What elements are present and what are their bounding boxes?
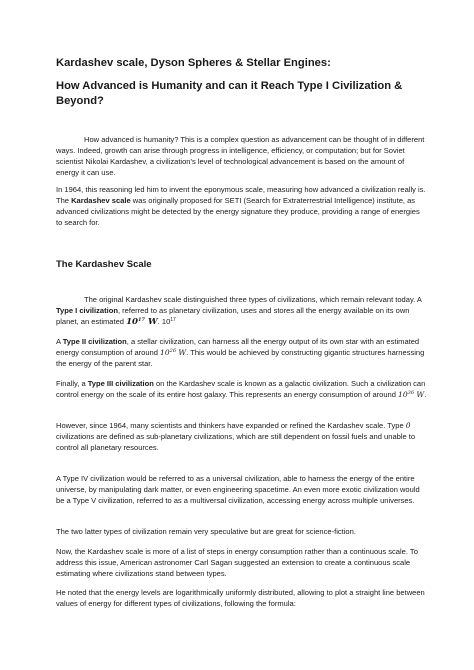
type-1-energy: $10^{17}$ W xyxy=(126,317,158,328)
section-heading: The Kardashev Scale xyxy=(56,259,152,270)
document-title: Kardashev scale, Dyson Spheres & Stellar Engines: xyxy=(56,57,331,69)
paragraph-speculative: The two latter types of civilization remain very speculative but are great for science-fiction. xyxy=(56,527,356,536)
type-3-term: Type III civilization xyxy=(87,379,154,388)
paragraph-type-3: Finally, a Type III civilization on the Kardashev scale is known as a galactic civilization. Such a civilization can control energy on the scale of its entire host galaxy. This represents an energy consumption of around $10^{36}$ W. xyxy=(56,379,427,400)
paragraph-type-2: A Type II civilization, a stellar civilization, can harness all the energy output of its own star with an estimated energy consumption of around $10^{26}$ W. This would be achieved by constructing gigantic structures harnessing the energy of the parent star. xyxy=(56,337,425,369)
type-1-term: Type I civilization xyxy=(56,306,118,316)
paragraph-formula-intro: He noted that the energy levels are logarithmically uniformly distributed, allowing to plot a straight line between values of energy for different types of civilizations, following the formula: xyxy=(56,588,425,609)
intro-paragraph: How advanced is humanity? This is a complex question as advancement can be thought of in different ways. Indeed, growth can arise through progress in intelligence, efficiency, or computation; but for Soviet scientist Nikolai Kardashev, a civilization's level of technological advancement is based on the amount of energy it can use. xyxy=(56,135,425,178)
type-2-energy: $10^{26}$ W xyxy=(160,348,187,358)
paragraph-origin: In 1964, this reasoning led him to invent the eponymous scale, measuring how advanced a civilization really is. The Kardashev scale was originally proposed for SETI (Search for Extraterrestrial Intelligence) institute, as advanced civilizations might be detected by the energy signature they produce, providing a range of energies to search for. xyxy=(56,185,426,228)
type-2-term: Type II civilization xyxy=(62,337,127,346)
paragraph-sagan: Now, the Kardashev scale is more of a list of steps in energy consumption rather than a continuous scale. To address this issue, American astronomer Carl Sagan suggested an extension to create a continuous scale estimating where civilizations stand between types. xyxy=(56,547,418,579)
kardashev-scale-term: Kardashev scale xyxy=(71,196,131,206)
paragraph-type-0: However, since 1964, many scientists and thinkers have expanded or refined the Kardashev scale. Type 0 civilizations are defined as sub-planetary civilizations, which are still dependent on fossil fuels and unable to control all planetary resources. xyxy=(56,421,416,453)
paragraph-type-4-5: A Type IV civilization would be referred to as a universal civilization, able to harness the energy of the entire universe, by manipulating dark matter, or even engineering spacetime. An even more exotic civilization would be a Type V civilization, referred to as a multiversal civilization, accessing energy across multiple universes. xyxy=(56,474,420,506)
paragraph-type-1: The original Kardashev scale distinguished three types of civilizations, which remain relevant today. A Type I civilization, referred to as planetary civilization, uses and stores all the energy available on its own planet, an estimated $10^{17}$ W. $10^{17}$ xyxy=(56,295,422,328)
document-subtitle: How Advanced is Humanity and can it Reach Type I Civilization & Beyond? xyxy=(56,80,403,107)
type-3-energy: $10^{36}$ W xyxy=(398,390,425,400)
type-0-number: 0 xyxy=(405,421,411,430)
